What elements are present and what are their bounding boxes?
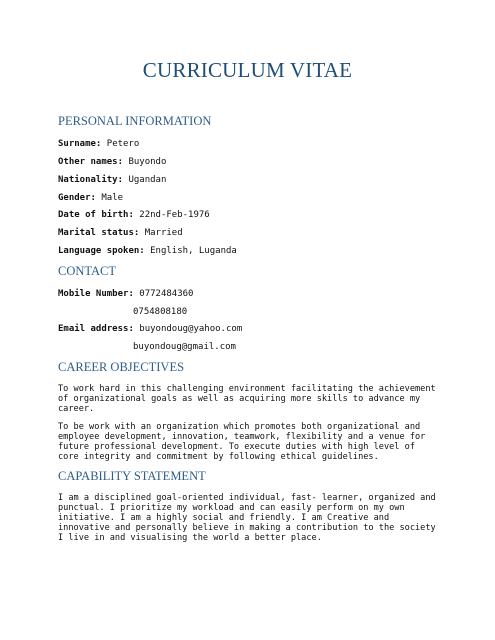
gender-value: Male: [101, 193, 124, 203]
career-paragraph-2: To be work with an organization which promotes both organizational and employee development, innovation, teamwork, flexibility and a venue for future professional development. To execute duties with high level of core integrity and commitment by following ethical guidelines.: [58, 422, 426, 462]
dob-line: [58, 210, 210, 220]
capability-paragraph: I am a disciplined goal-oriented individual, fast- learner, organized and punctual. I prioritize my workload and can easily perform on my own initiative. I am a highly social and friendly. I am Creative and innovative and personally believe in making a contribution to the society I live in and visualising the world a better place.: [58, 493, 436, 543]
marital-status-label: Marital status:: [58, 228, 140, 238]
gender-label: Gender:: [58, 193, 96, 203]
other-names-value: Buyondo: [128, 157, 167, 167]
nationality-label: Nationality:: [58, 175, 124, 185]
dob-value: 22nd-Feb-1976: [139, 210, 210, 220]
mobile-value-2: 0754808180: [133, 307, 188, 317]
dob-label: Date of birth:: [58, 210, 134, 220]
language-line: [58, 246, 237, 256]
career-objectives-heading: CAREER OBJECTIVES: [58, 360, 185, 374]
capability-statement-heading: CAPABILITY STATEMENT: [58, 469, 206, 483]
language-value: English, Luganda: [150, 246, 237, 256]
personal-information-heading: PERSONAL INFORMATION: [58, 114, 212, 128]
career-paragraph-1: To work hard in this challenging environment facilitating the achievement of organizational goals as well as acquiring more skills to advance my career.: [58, 384, 436, 414]
email-value-1: buyondoug@yahoo.com: [139, 324, 243, 334]
surname-line: [58, 139, 139, 149]
mobile-value-1: 0772484360: [139, 289, 194, 299]
email-label: Email address:: [58, 324, 134, 334]
language-label: Language spoken:: [58, 246, 145, 256]
contact-heading: CONTACT: [58, 264, 117, 278]
surname-value: Petero: [106, 139, 140, 149]
mobile-label: Mobile Number:: [58, 289, 134, 299]
marital-status-value: Married: [144, 228, 183, 238]
nationality-value: Ugandan: [128, 175, 167, 185]
other-names-line: [58, 157, 166, 167]
nationality-line: [58, 175, 166, 185]
surname-label: Surname:: [58, 139, 102, 149]
document-title: CURRICULUM VITAE: [142, 58, 353, 82]
mobile-line: [58, 289, 193, 299]
marital-status-line: [58, 228, 183, 238]
email-value-2: buyondoug@gmail.com: [133, 342, 236, 352]
other-names-label: Other names:: [58, 157, 124, 167]
email-line: [58, 324, 242, 334]
gender-line: [58, 193, 123, 203]
